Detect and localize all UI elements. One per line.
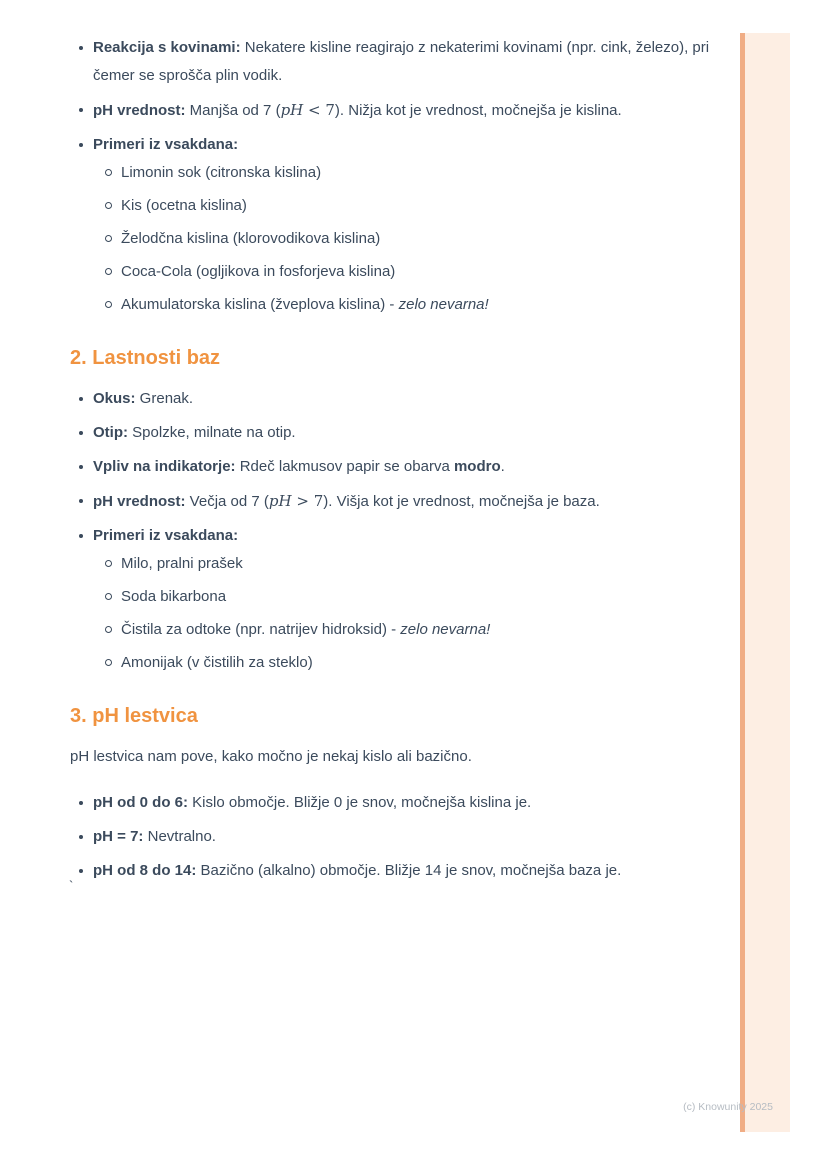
text-segment: pH od 8 do 14: — [93, 862, 197, 879]
bullet-list — [70, 789, 715, 885]
list-item — [70, 522, 715, 677]
sub-list-item — [93, 616, 715, 644]
right-edge-stripe — [740, 33, 790, 1132]
text-segment: modro — [453, 458, 501, 475]
text-segment: Kis (ocetna kislina) — [121, 197, 247, 214]
text-segment: . — [500, 458, 505, 475]
text-segment: Reakcija s kovinami: — [93, 39, 241, 56]
text-segment: Amonijak (v čistilih za steklo) — [121, 654, 313, 671]
text-segment: Primeri iz vsakdana: — [93, 136, 239, 153]
sub-list-item — [93, 258, 715, 286]
list-item — [70, 789, 715, 817]
sub-list-item — [93, 192, 715, 220]
text-segment: > 7 — [291, 492, 324, 510]
list-item — [70, 857, 715, 885]
text-segment: Rdeč lakmusov papir se obarva — [235, 458, 454, 475]
sub-list-item — [93, 159, 715, 187]
text-segment: Večja od 7 ( — [185, 493, 269, 510]
sub-list-item — [93, 550, 715, 578]
text-segment: Manjša od 7 ( — [185, 102, 281, 119]
text-segment: Grenak. — [135, 390, 194, 407]
text-segment: Želodčna kislina (klorovodikova kislina) — [121, 230, 381, 247]
text-segment: Čistila za odtoke (npr. natrijev hidroksid) - — [121, 621, 401, 638]
text-segment: zelo nevarna! — [398, 296, 489, 313]
bullet-list — [70, 385, 715, 677]
text-segment: Kislo območje. Bližje 0 je snov, močnejša kislina je. — [188, 794, 532, 811]
text-segment: pH — [280, 101, 304, 119]
list-item — [70, 385, 715, 413]
text-segment: pH — [268, 492, 292, 510]
list-item — [70, 419, 715, 447]
text-segment: Milo, pralni prašek — [121, 555, 243, 572]
section-heading: 2. Lastnosti baz — [70, 347, 221, 369]
list-item — [70, 96, 715, 125]
sub-list-item — [93, 583, 715, 611]
list-item — [70, 823, 715, 851]
text-segment: Primeri iz vsakdana: — [93, 527, 239, 544]
text-segment: pH vrednost: — [93, 493, 186, 510]
bullet-list — [70, 34, 715, 319]
document-content — [70, 34, 715, 897]
text-segment: Soda bikarbona — [121, 588, 227, 605]
text-segment: Otip: — [93, 424, 128, 441]
text-segment: pH vrednost: — [93, 102, 186, 119]
text-segment: Okus: — [93, 390, 136, 407]
text-segment: Bazično (alkalno) območje. Bližje 14 je snov, močnejša baza je. — [196, 862, 622, 879]
text-segment: Nevtralno. — [143, 828, 216, 845]
text-segment: ). Višja kot je vrednost, močnejša je baza. — [323, 493, 600, 510]
sub-list-item — [93, 649, 715, 677]
text-segment: ). Nižja kot je vrednost, močnejša je kislina. — [334, 102, 622, 119]
copyright-footer: (c) Knowunity 2025 — [683, 1101, 773, 1113]
list-item — [70, 34, 715, 90]
text-segment: Limonin sok (citronska kislina) — [121, 164, 322, 181]
list-item — [70, 131, 715, 319]
sub-bullet-list — [93, 550, 715, 677]
stripe-accent-line — [740, 33, 745, 1132]
text-segment: Spolzke, milnate na otip. — [128, 424, 296, 441]
list-item — [70, 487, 715, 516]
text-segment: Nekatere kisline reagirajo z nekaterimi kovinami (npr. cink, železo), pri čemer se sprošča plin vodik. — [93, 39, 710, 84]
text-segment: < 7 — [303, 101, 335, 119]
text-segment: Vpliv na indikatorje: — [93, 458, 236, 475]
sub-bullet-list — [93, 159, 715, 319]
text-segment: pH = 7: — [93, 828, 144, 845]
list-item — [70, 453, 715, 481]
paragraph: pH lestvica nam pove, kako močno je nekaj kislo ali bazično. — [70, 748, 472, 765]
sub-list-item — [93, 225, 715, 253]
text-segment: Akumulatorska kislina (žveplova kislina) - — [121, 296, 399, 313]
text-segment: Coca-Cola (ogljikova in fosforjeva kislina) — [121, 263, 396, 280]
text-segment: zelo nevarna! — [400, 621, 491, 638]
text-segment: pH od 0 do 6: — [93, 794, 188, 811]
sub-list-item — [93, 291, 715, 319]
stray-backtick: ` — [69, 878, 74, 893]
section-heading: 3. pH lestvica — [70, 705, 198, 727]
